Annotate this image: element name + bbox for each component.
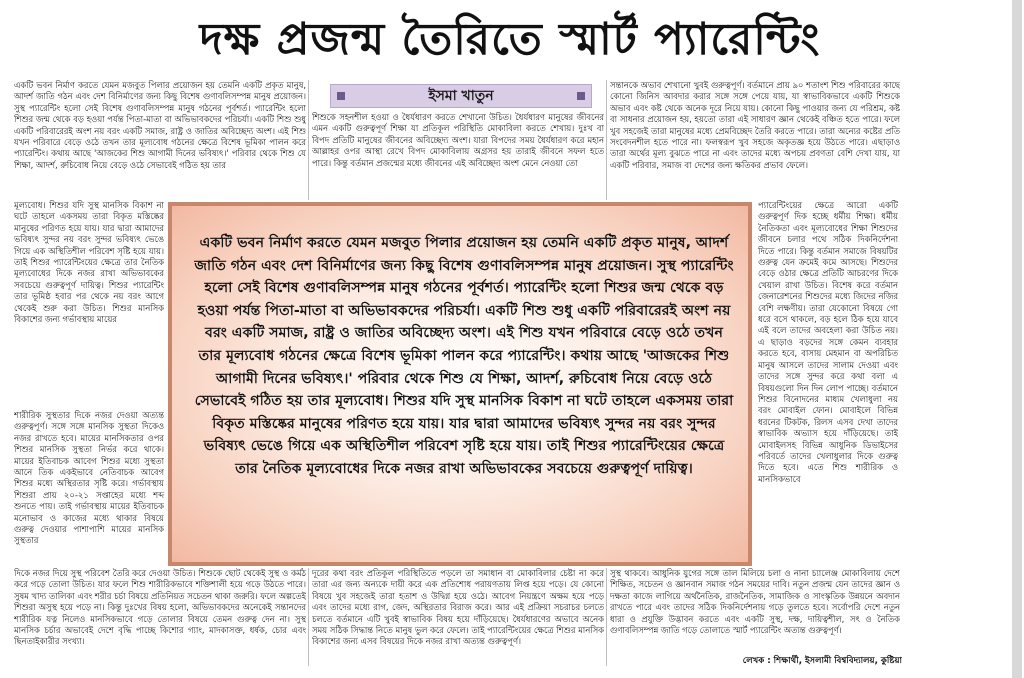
paragraph: সুস্থ থাকবে। আধুনিক যুগের সঙ্গে তাল মিলিয়ে চলা ও নানা চ্যালেঞ্জ মোকাবিলায় দেশে শিক্ষিত, সচেতন ও জ্ঞানবান সমাজ গঠন সময়ের দাবি। নতুন প্রজন্ম যেন তাদের জ্ঞান ও দক্ষতা কাজে লাগিয়ে অর্থনৈতিক, রাজনৈতিক, সামাজিক ও সাংস্কৃতিক উন্নয়নে অবদান রাখতে পারে এবং তাদের সঠিক দিকনির্দেশনায় গড়ে তুলতে হবে। সর্বোপরি দেশে নতুন ধারা ও প্রযুক্তি উদ্ভাবন করতে এবং একটি সুস্থ, দক্ষ, দায়িত্বশীল, সৎ ও নৈতিক গুণাবলিসম্পন্ন জাতি গড়ে তোলাতে স্মার্ট প্যারেন্টিং অত্যন্ত গুরুত্বপূর্ণ।: [610, 568, 900, 636]
author-credit: লেখক : শিক্ষার্থী, ইসলামী বিশ্ববিদ্যালয়, কুষ্টিয়া: [742, 656, 902, 666]
paragraph: শিশুকে সহনশীল হওয়া ও ধৈর্যধারণ করতে শেখানো উচিত। ধৈর্যধারণ মানুষের জীবনের এমন একটি গুরুত্বপূর্ণ শিক্ষা যা প্রতিকূল পরিস্থিতি মোকাবিলা করতে শেখায়। দুঃখ বা বিপদ প্রতিটি মানুষের জীবনের অবিচ্ছেদ্য অংশ। যারা বিপদের সময় ধৈর্যধারণ করে মহান আল্লাহর ওপর আস্থা রেখে বিপদ মোকাবিলায় অগ্রসর হয় তারাই জীবনে সফল হতে পারে। কিন্তু বর্তমান প্রজন্মের মধ্যে জীবনের এই অবিচ্ছেদ্য অংশ মেনে নেওয়া তো: [312, 112, 604, 168]
paragraph: দূরের কথা বরং প্রতিকূল পরিস্থিতিতে পড়লে তা সমাধান বা মোকাবিলার চেষ্টা না করে তারা এর জন্য অন্যকে দায়ী করে এক প্রতিশোধ পরায়ণতায় লিপ্ত হয়ে পড়ে। যে কোনো বিষয়ে খুব সহজেই তারা হতাশ ও উদ্বিগ্ন হয়ে ওঠে। আবেগ নিয়ন্ত্রণে অক্ষম হয়ে পড়ে এবং তাদের মধ্যে রাগ, জেদ, অস্থিরতার বিরাজ করে। আর এই প্রক্রিয়া সচরাচর চলতে চলতে বর্তমানে এটি খুবই স্বাভাবিক বিষয় হয়ে দাঁড়িয়েছে। ধৈর্যধারণের অভাবে অনেক সময় সঠিক সিদ্ধান্ত নিতে মানুষ ভুল করে ফেলে। তাই প্যারেন্টিংয়ের ক্ষেত্রে শিশুর মানসিক বিকাশের জন্য এসব বিষয়ের দিকে নজর রাখা অত্যন্ত গুরুত্বপূর্ণ।: [312, 568, 604, 647]
column-2-top: [312, 112, 604, 200]
article-headline: দক্ষ প্রজন্ম তৈরিতে স্মার্ট প্যারেন্টিং: [199, 14, 821, 65]
pull-quote-box: [168, 202, 752, 566]
paragraph: সন্তানকে অভাব শেখানো খুবই গুরুত্বপূর্ণ। বর্তমানে প্রায় ৯০ শতাংশ শিশু পরিবারের কাছে কোনো জিনিস আবদার করার সঙ্গে সঙ্গে পেয়ে যায়, যা স্বাভাবিকভাবে একটি শিশুকে অভাব এবং কষ্ট থেকে অনেক দূরে নিয়ে যায়। কোনো কিছু পাওয়ার জন্য যে পরিশ্রম, কষ্ট বা সাধনার প্রয়োজন হয়, হয়তো তারা এই সাধারণ জ্ঞান থেকেই বঞ্চিত হতে পারে। ফলে খুব সহজেই তারা মানুষের মধ্যে প্রেমবিচ্ছেদ তৈরি করতে পারে। তারা অন্যের কষ্টের প্রতি সংবেদনশীল হতে পারে না। ফলস্বরূপ খুব সহজে অকৃতজ্ঞ হয়ে উঠতে পারে। এছাড়াও তারা অর্থের মূল্য বুঝতে পারে না এবং তাদের মধ্যে অপচয় প্রবণতা বেশি দেখা যায়, যা একটি পরিবার, সমাজ বা দেশের জন্য ক্ষতিকর প্রভাব ফেলে।: [610, 80, 900, 170]
column-divider: [308, 80, 309, 200]
column-3-right: [758, 200, 898, 568]
author-byline: ইসমা খাতুন: [428, 88, 494, 104]
paragraph: মূল্যবোধ। শিশুর যদি সুস্থ মানসিক বিকাশ না ঘটে তাহলে একসময় তারা বিকৃত মস্তিষ্কের মানুষের পরিণত হয়ে যায়। যার দ্বারা আমাদের ভবিষ্যৎ সুন্দর নয় বরং সুন্দর ভবিষ্যৎ ভেঙে গিয়ে এক অস্থিতিশীল পরিবেশ সৃষ্টি হয়ে যায়। তাই শিশুর প্যারেন্টিংয়ের ক্ষেত্রে তার নৈতিক মূল্যবোধের দিকে নজর রাখা অভিভাবকের সবচেয়ে গুরুত্বপূর্ণ দায়িত্ব। শিশুর প্যারেন্টিং তার ভূমিষ্ঠ হবার পর থেকে নয় বরং আগে থেকেই শুরু করা উচিত। শিশুর মানসিক বিকাশের জন্য গর্ভাবস্থায় মায়ের: [14, 200, 164, 325]
column-3-top: [610, 80, 900, 200]
column-1-middle: [14, 200, 164, 410]
column-divider: [308, 568, 309, 666]
column-divider: [606, 568, 607, 666]
byline-right-marker: [577, 92, 585, 100]
paragraph: দিকে নজর দিয়ে সুস্থ পরিবেশ তৈরি করে দেওয়া উচিত। শিশুকে ছোট থেকেই সুস্থ ও কর্মঠ করে গড়ে তোলা উচিত। যার ফলে শিশু শারীরিকভাবে শক্তিশালী হয়ে গড়ে উঠতে পারে। সুষম খাদ্য তালিকা এবং শরীর চর্চা বিষয়ে প্রতিনিয়ত সচেতন থাকা জরুরি। ফলে অল্পতেই শিশুরা অসুস্থ হয়ে পড়ে না। কিন্তু দুঃখের বিষয় হলো, অভিভাবকদের অনেকেই সন্তানদের শারীরিক যত্ন নিলেও মানসিকভাবে গড়ে তোলার বিষয়ে তেমন গুরুত্ব দেন না। সুস্থ মানসিক চর্চার অভাবেই দেশে বৃদ্ধি পাচ্ছে কিশোর গ্যাং, মাদকাসক্ত, ধর্ষক, চোর এবং ছিনতাইকারীর সংখ্যা।: [14, 568, 306, 647]
paragraph: শারীরিক সুস্থতার দিকে নজর দেওয়া অত্যন্ত গুরুত্বপূর্ণ। সঙ্গে সঙ্গে মানসিক সুস্থতা দিকেও নজর রাখতে হবে। মায়ের মানসিকতার ওপর শিশুর মানসিক সুস্থতা নির্ভর করে থাকে। মায়ের ইতিবাচক আবেগ শিশুর মধ্যে সুস্থতা আনে তিক একইভাবে নেতিবাচক আবেগ শিশুর মধ্যে অস্থিরতার সৃষ্টি করে। গর্ভাবস্থায় শিশুরা প্রায় ২০-২১ সপ্তাহের মধ্যে শব্দ শুনতে পায়। তাই গর্ভাবস্থায় মায়ের ইতিবাচক মনোভাব ও কাজের মধ্যে থাকার বিষয়ে গুরুত্ব দেওয়ার পাশাপাশি মায়ের মানসিক সুস্থতার: [14, 410, 164, 546]
bottom-column-3: [610, 568, 900, 652]
paragraph: একটি ভবন নির্মাণ করতে যেমন মজবুত পিলার প্রয়োজন হয় তেমনি একটি প্রকৃত মানুষ, আদর্শ জাতি গঠন এবং দেশ বিনির্মাণের জন্য কিছু বিশেষ গুণাবলিসম্পন্ন মানুষ প্রয়োজন। সুস্থ প্যারেন্টিং হলো সেই বিশেষ গুণাবলিসম্পন্ন মানুষ গঠনের পূর্বশর্ত। প্যারেন্টিং হলো শিশুর জন্ম থেকে বড় হওয়া পর্যন্ত পিতা-মাতা বা অভিভাবকদের পরিচর্যা। একটি শিশু শুধু একটি পরিবারেরই অংশ নয় বরং একটি সমাজ, রাষ্ট্র ও জাতির অবিচ্ছেদ্য অংশ। এই শিশু যখন পরিবারে বেড়ে ওঠে তখন তার মূল্যবোধ গঠনের ক্ষেত্রে বিশেষ ভূমিকা পালন করে প্যারেন্টিং। কথায় আছে 'আজকের শিশু আগামী দিনের ভবিষ্যৎ।' পরিবার থেকে শিশু যে শিক্ষা, আদর্শ, রুচিবোধ নিয়ে বেড়ে ওঠে সেভাবেই গঠিত হয় তার: [14, 80, 306, 170]
bottom-column-1: [14, 568, 306, 666]
byline-box: [330, 84, 592, 108]
bottom-column-2: [312, 568, 604, 666]
paragraph: প্যারেন্টিংয়ের ক্ষেত্রে আরো একটি গুরুত্বপূর্ণ দিক হচ্ছে ধর্মীয় শিক্ষা। ধর্মীয় নৈতিকতা এবং মূল্যবোধের শিক্ষা শিশুদের জীবনে চলার পথে সঠিক দিকনির্দেশনা দিতে পারে। কিন্তু বর্তমান সমাজে বিষয়টির গুরুত্ব যেন ক্রমেই কমে আসছে। শিশুদের বেড়ে ওঠার ক্ষেত্রে প্রতিটি আচরণের দিকে খেয়াল রাখা উচিত। বিশেষ করে বর্তমান জেনারেশনের শিশুদের মধ্যে জিদের নজির বেশি লক্ষণীয়। তারা যেকোনো বিষয়ে গো ধরে বসে থাকলে, বড় হলে ঠিক হয়ে যাবে এই বলে তাদের অবহেলা করা উচিত নয়। এ ছাড়াও বড়দের সঙ্গে কেমন ব্যবহার করতে হবে, বাসায় মেহমান বা অপরিচিত মানুষ আসলে তাদের সালাম দেওয়া এবং তাদের সঙ্গে সুন্দর করে কথা বলা এ বিষয়গুলো দিন দিন লোপ পাচ্ছে। বর্তমানে শিশুর বিনোদনের মাধ্যম খেলাধুলা নয় বরং মোবাইল ফোন। মোবাইলে বিভিন্ন ধরনের টিকটক, রিলস এসব দেখা তাদের স্বাভাবিক অভ্যাস হয়ে দাঁড়িয়েছে। তাই মোবাইলসহ বিভিন্ন আধুনিক ডিভাইসের পরিবর্তে তাদের খেলাধুলার দিকে গুরুত্ব দিতে হবে। এতে শিশু শারীরিক ও মানসিকভাবে: [758, 200, 898, 484]
column-divider: [606, 80, 607, 200]
column-1-top: [14, 80, 306, 200]
column-1-lower: [14, 410, 164, 568]
pull-quote-text: একটি ভবন নির্মাণ করতে যেমন মজবুত পিলার প্রয়োজন হয় তেমনি একটি প্রকৃত মানুষ, আদর্শ জাতি গঠন এবং দেশ বিনির্মাণের জন্য কিছু বিশেষ গুণাবলিসম্পন্ন মানুষ প্রয়োজন। সুস্থ প্যারেন্টিং হলো সেই বিশেষ গুণাবলিসম্পন্ন মানুষ গঠনের পূর্বশর্ত। প্যারেন্টিং হলো শিশুর জন্ম থেকে বড় হওয়া পর্যন্ত পিতা-মাতা বা অভিভাবকদের পরিচর্যা। একটি শিশু শুধু একটি পরিবারেরই অংশ নয় বরং একটি সমাজ, রাষ্ট্র ও জাতির অবিচ্ছেদ্য অংশ। এই শিশু যখন পরিবারে বেড়ে ওঠে তখন তার মূল্যবোধ গঠনের ক্ষেত্রে বিশেষ ভূমিকা পালন করে প্যারেন্টিং। কথায় আছে 'আজকের শিশু আগামী দিনের ভবিষ্যৎ।' পরিবার থেকে শিশু যে শিক্ষা, আদর্শ, রুচিবোধ নিয়ে বেড়ে ওঠে সেভাবেই গঠিত হয় তার মূল্যবোধ। শিশুর যদি সুস্থ মানসিক বিকাশ না ঘটে তাহলে একসময় তারা বিকৃত মস্তিষ্কের মানুষের পরিণত হয়ে যায়। যার দ্বারা আমাদের ভবিষ্যৎ সুন্দর নয় বরং সুন্দর ভবিষ্যৎ ভেঙে গিয়ে এক অস্থিতিশীল পরিবেশ সৃষ্টি হয়ে যায়। তাই শিশুর প্যারেন্টিংয়ের ক্ষেত্রে তার নৈতিক মূল্যবোধের দিকে নজর রাখা অভিভাবকের সবচেয়ে গুরুত্বপূর্ণ দায়িত্ব।: [194, 235, 734, 477]
page-edge-margin: [1012, 0, 1022, 678]
